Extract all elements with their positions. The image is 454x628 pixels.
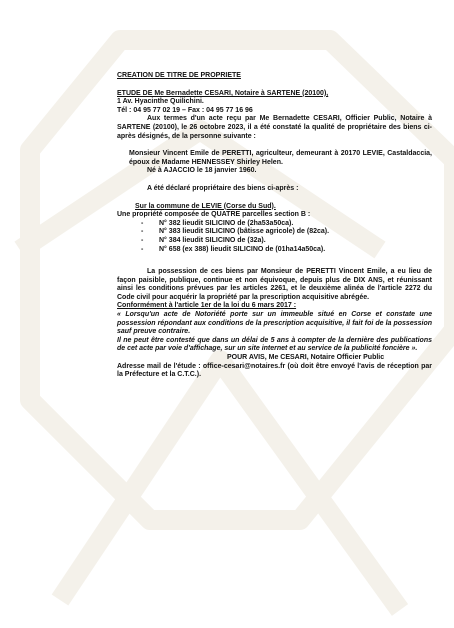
signature-line: POUR AVIS, Me CESARI, Notaire Officier Public bbox=[227, 354, 385, 362]
list-item: - N° 384 lieudit SILICINO de (32a). bbox=[141, 237, 432, 246]
property-intro: Une propriété composée de QUATRE parcelles section B : bbox=[117, 211, 311, 219]
list-item: - N° 658 (ex 388) lieudit SILICINO de (01ha14a50ca). bbox=[141, 246, 432, 255]
etude-contact: Tél : 04 95 77 02 19 – Fax : 04 95 77 16 96 bbox=[117, 106, 253, 114]
contest-paragraph: Il ne peut être contesté que dans un délai de 5 ans à compter de la dernière des publications de cet acte par voie d'affichage, sur un site internet et au service de la publicité foncière ». bbox=[117, 336, 432, 353]
etude-address: 1 Av. Hyacinthe Quilichini. bbox=[117, 98, 204, 106]
document-title: CREATION DE TITRE DE PROPRIETE bbox=[117, 72, 241, 79]
notice-document bbox=[117, 72, 432, 380]
parcel-list bbox=[117, 220, 432, 254]
commune-line: Sur la commune de LEVIE (Corse du Sud). bbox=[135, 202, 276, 210]
birth-line: Né à AJACCIO le 18 janvier 1960. bbox=[147, 167, 257, 175]
list-item: - N° 383 lieudit SILICINO (bâtisse agricole) de (82ca). bbox=[141, 228, 432, 237]
list-item: - N° 382 lieudit SILICINO de (2ha53a50ca). bbox=[141, 220, 432, 229]
law-quote: « Lorsqu'un acte de Notoriété porte sur un immeuble situé en Corse et constate une possession répondant aux conditions de la prescription acquisitive, il fait foi de la possession sauf preuve contraire. bbox=[117, 311, 432, 336]
law-reference: Conformément à l'article 1er de la loi du 6 mars 2017 : bbox=[117, 302, 297, 310]
owner-paragraph: Monsieur Vincent Emile de PERETTI, agriculteur, demeurant à 20170 LEVIE, Castaldaccia, époux de Madame HENNESSEY Shirley Helen. bbox=[129, 150, 432, 166]
possession-paragraph: La possession de ces biens par Monsieur de PERETTI Vincent Emile, a eu lieu de façon paisible, publique, continue et non équivoque, depuis plus de DIX ANS, et réunissant ainsi les conditions prévues par les articles 2261, et le deuxième alinéa de l'article 2272 du Code civil pour acquérir la propriété par la prescription acquisitive abrégée. bbox=[117, 268, 432, 301]
intro-paragraph: Aux termes d'un acte reçu par Me Bernadette CESARI, Officier Public, Notaire à SARTENE (20100), le 26 octobre 2023, il a été constaté la qualité de propriétaire des biens ci-après désignés, de la personne suivante : bbox=[117, 115, 432, 140]
email-line: Adresse mail de l'étude : office-cesari@notaires.fr (où doit être envoyé l'avis de réception par la Préfecture et la C.T.C.). bbox=[117, 362, 432, 379]
etude-heading: ETUDE DE Me Bernadette CESARI, Notaire à SARTENE (20100), bbox=[117, 89, 329, 97]
declared-line: A été déclaré propriétaire des biens ci-après : bbox=[147, 184, 299, 192]
